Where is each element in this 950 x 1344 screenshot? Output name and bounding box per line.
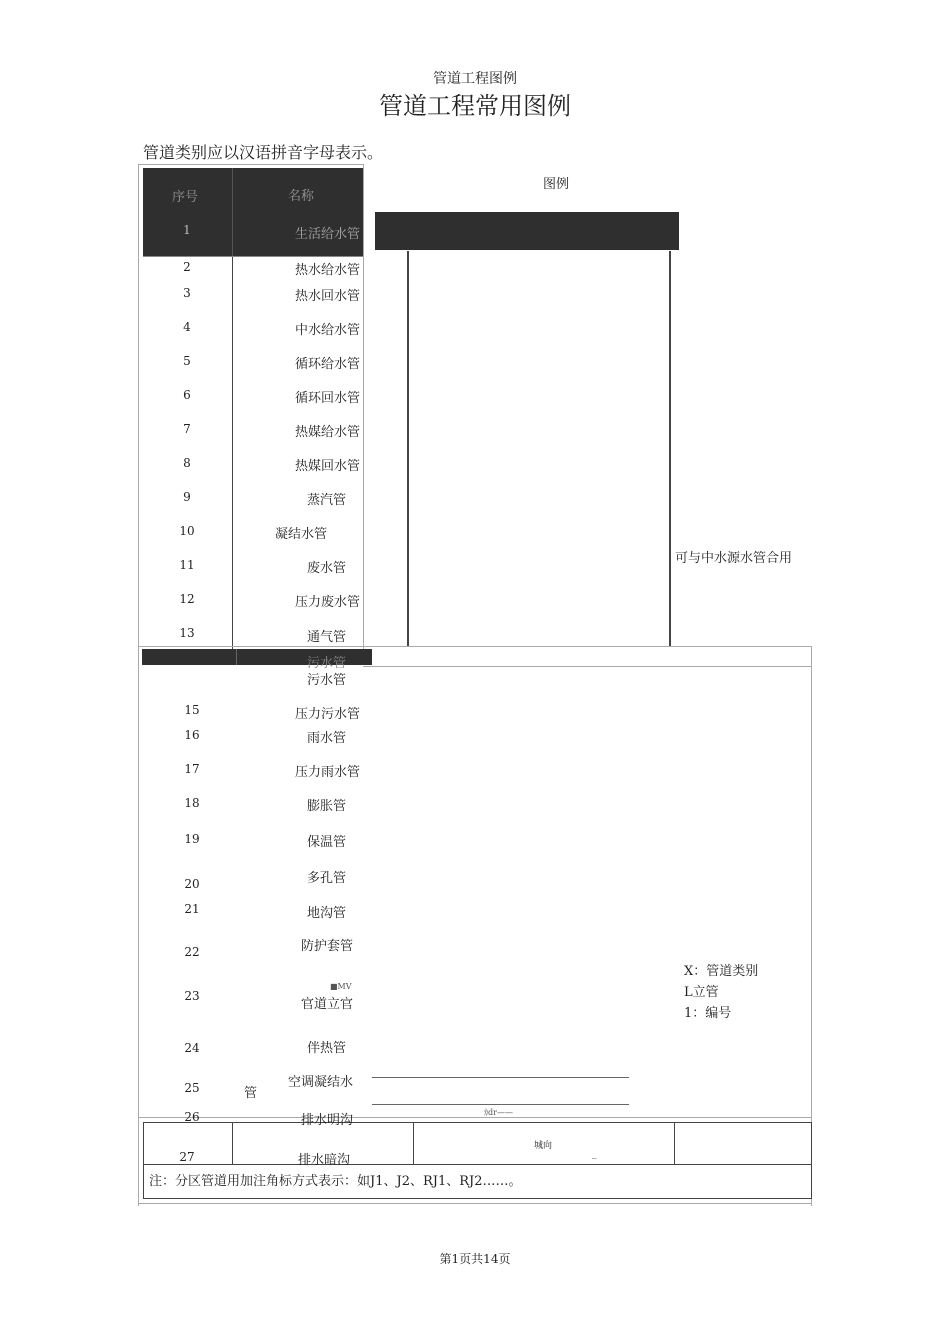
row-name: 排水暗沟	[297, 1153, 350, 1168]
column-header-name: 名称	[288, 189, 315, 204]
document-header: 管道工程图例	[433, 71, 517, 87]
row-no: 4	[183, 320, 191, 334]
page-footer: 第1页共14页	[439, 1252, 511, 1266]
row-no: 15	[184, 703, 200, 717]
row-name: 循环回水管	[294, 391, 360, 406]
row-name: 生活给水管	[294, 227, 360, 242]
riser-marker: ■MV	[330, 982, 352, 991]
row-no: 3	[183, 286, 191, 300]
remark-row-23-line1: X：管道类别	[684, 964, 759, 979]
row-no: 5	[183, 354, 191, 368]
row-name: 多孔管	[306, 871, 346, 886]
row-no: 20	[184, 877, 200, 891]
row-name: 污水管	[306, 673, 346, 688]
row-name: 官道立官	[300, 997, 353, 1012]
legend-sample-bar	[375, 212, 679, 250]
row-no: 24	[184, 1041, 200, 1055]
row-no: 16	[184, 728, 200, 742]
row-name: 排水明沟	[300, 1113, 353, 1128]
row-no: 13	[179, 626, 195, 640]
row-no: 1	[183, 223, 191, 237]
row-name: 中水给水管	[294, 323, 360, 338]
row-name: 压力废水管	[294, 595, 360, 610]
row-name: 蒸汽管	[306, 493, 346, 508]
row-name: 地沟管	[306, 906, 346, 921]
row-no: 2	[183, 260, 191, 274]
row-name: 凝结水管	[274, 527, 327, 542]
row-name: 空调凝结水	[287, 1075, 353, 1090]
page-title: 管道工程常用图例	[379, 92, 571, 120]
row-no: 26	[184, 1110, 200, 1124]
table-note: 注：分区管道用加注角标方式表示：如J1、J2、RJ1、RJ2……。	[149, 1174, 522, 1189]
row-no: 21	[184, 902, 200, 916]
row-no: 18	[184, 796, 200, 810]
row-no: 12	[179, 592, 195, 606]
row-no: 9	[183, 490, 191, 504]
row-no: 22	[184, 945, 200, 959]
remark-row-23-line3: 1：编号	[684, 1006, 732, 1021]
row-name: 通气管	[306, 630, 346, 645]
row-no: 19	[184, 832, 200, 846]
row-no: 6	[183, 388, 191, 402]
row-name-wrap: 管	[244, 1086, 258, 1101]
row-name: 污水管	[306, 656, 346, 671]
intro-text: 管道类别应以汉语拼音字母表示。	[143, 143, 384, 162]
row-name: 膨胀管	[306, 799, 346, 814]
row-name: 压力污水管	[294, 707, 360, 722]
row-no: 10	[179, 524, 195, 538]
culvert-marker: 城向	[534, 1141, 553, 1151]
remark-row-11: 可与中水源水管合用	[675, 551, 793, 566]
row-no: 7	[183, 422, 191, 436]
row-name: 伴热管	[306, 1041, 346, 1056]
row-name: 热水回水管	[294, 289, 360, 304]
remark-row-23-line2: L立管	[684, 985, 719, 1000]
column-header-no: 序号	[172, 190, 199, 205]
row-no: 17	[184, 762, 200, 776]
table-header-block	[143, 168, 363, 256]
row-no: 25	[184, 1081, 200, 1095]
row-name: 雨水管	[306, 731, 346, 746]
row-no: 11	[179, 558, 195, 572]
row-no: 27	[179, 1150, 195, 1164]
row-no: 23	[184, 989, 200, 1003]
row-name: 热媒给水管	[294, 425, 360, 440]
row-name: 循环给水管	[294, 357, 360, 372]
culvert-marker-tick: _	[592, 1149, 597, 1159]
row-name: 热媒回水管	[294, 459, 360, 474]
row-name: 防护套管	[300, 939, 353, 954]
ditch-marker: ｶdr——	[484, 1108, 513, 1117]
row-no: 8	[183, 456, 191, 470]
row-name: 热水给水管	[294, 263, 360, 278]
row-name: 废水管	[306, 561, 346, 576]
column-header-legend: 图例	[543, 177, 570, 192]
row-name: 保温管	[306, 835, 346, 850]
row-name: 压力雨水管	[294, 765, 360, 780]
